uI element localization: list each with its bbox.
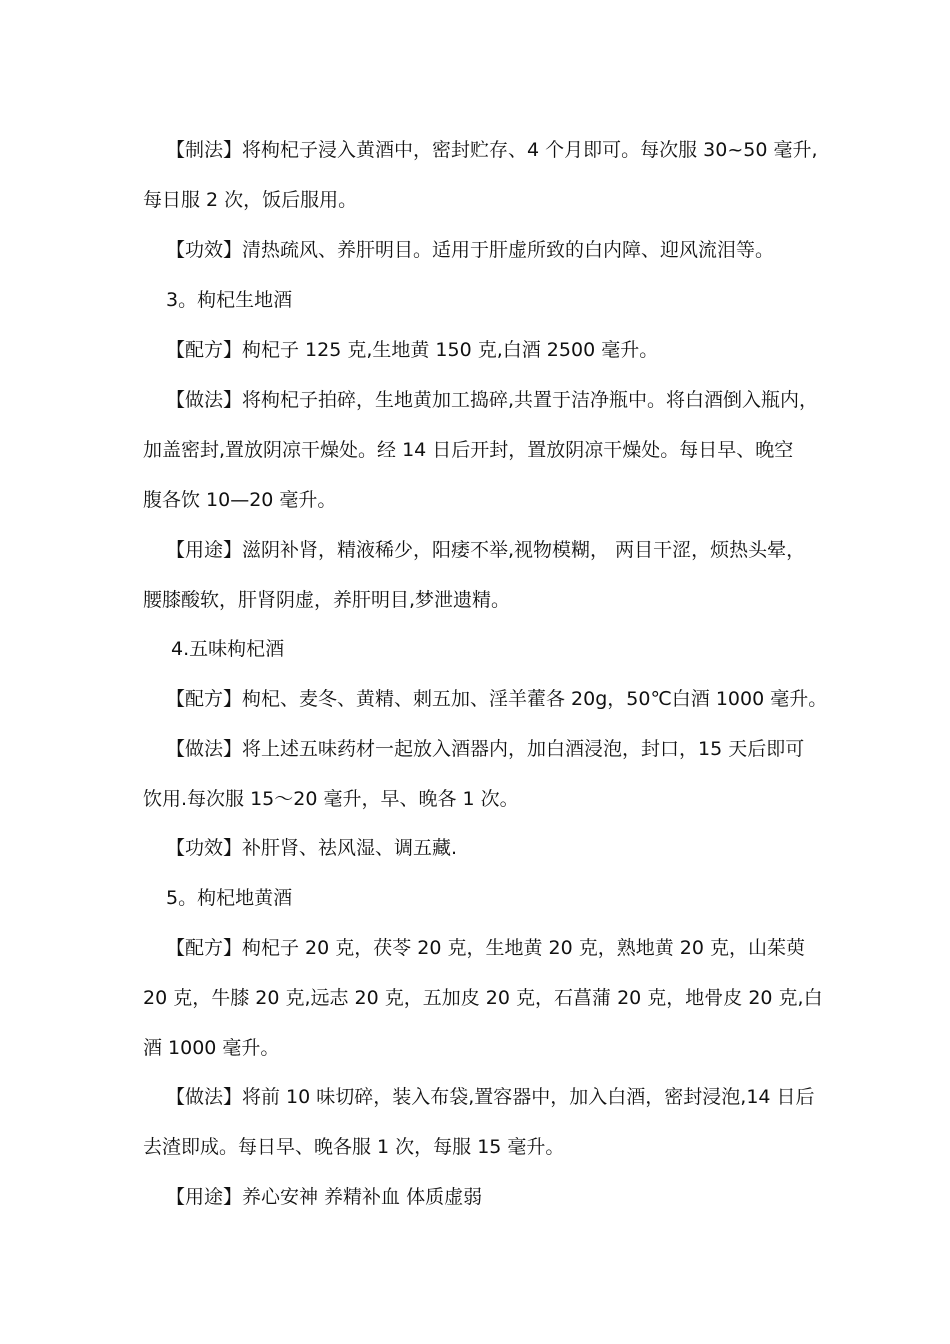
text-line-6: 【做法】将枸杞子拍碎，生地黄加工捣碎,共置于洁净瓶中。将白酒倒入瓶内，: [166, 389, 819, 411]
text-line-19: 酒 1000 毫升。: [143, 1037, 280, 1059]
text-line-20: 【做法】将前 10 味切碎，装入布袋,置容器中，加入白酒，密封浸泡,14 日后: [166, 1086, 815, 1108]
section-heading-3: 3。枸杞生地酒: [166, 289, 293, 311]
text-line-21: 去渣即成。每日早、晚各服 1 次，每服 15 毫升。: [143, 1136, 565, 1158]
text-line-9: 【用途】滋阴补肾，精液稀少，阳痿不举,视物模糊， 两目干涩，烦热头晕，: [166, 539, 806, 561]
text-line-8: 腹各饮 10—20 毫升。: [143, 489, 337, 511]
text-line-12: 【配方】枸杞、麦冬、黄精、刺五加、淫羊藿各 20g，50℃白酒 1000 毫升。: [166, 688, 828, 710]
text-line-2: 每日服 2 次，饭后服用。: [143, 189, 358, 211]
text-line-13: 【做法】将上述五味药材一起放入酒器内，加白酒浸泡，封口，15 天后即可: [166, 738, 805, 760]
text-line-3: 【功效】清热疏风、养肝明目。适用于肝虚所致的白内障、迎风流泪等。: [166, 239, 775, 261]
section-heading-4: 4.五味枸杞酒: [171, 638, 285, 660]
text-line-14: 饮用.每次服 15～20 毫升，早、晚各 1 次。: [143, 788, 519, 810]
text-line-5: 【配方】枸杞子 125 克,生地黄 150 克,白酒 2500 毫升。: [166, 339, 659, 361]
section-heading-5: 5。枸杞地黄酒: [166, 887, 293, 909]
text-line-22: 【用途】养心安神 养精补血 体质虚弱: [166, 1186, 483, 1208]
text-line-10: 腰膝酸软，肝肾阴虚，养肝明目,梦泄遗精。: [143, 589, 511, 611]
text-line-17: 【配方】枸杞子 20 克，茯苓 20 克，生地黄 20 克，熟地黄 20 克，山茱萸: [166, 937, 806, 959]
text-line-7: 加盖密封,置放阴凉干燥处。经 14 日后开封，置放阴凉干燥处。每日早、晚空: [143, 439, 794, 461]
text-line-1: 【制法】将枸杞子浸入黄酒中，密封贮存、4 个月即可。每次服 30~50 毫升,: [166, 139, 818, 161]
text-line-15: 【功效】补肝肾、祛风湿、调五藏.: [166, 837, 458, 859]
text-line-18: 20 克，牛膝 20 克,远志 20 克，五加皮 20 克，石菖蒲 20 克，地骨皮 20 克,白: [143, 987, 823, 1009]
